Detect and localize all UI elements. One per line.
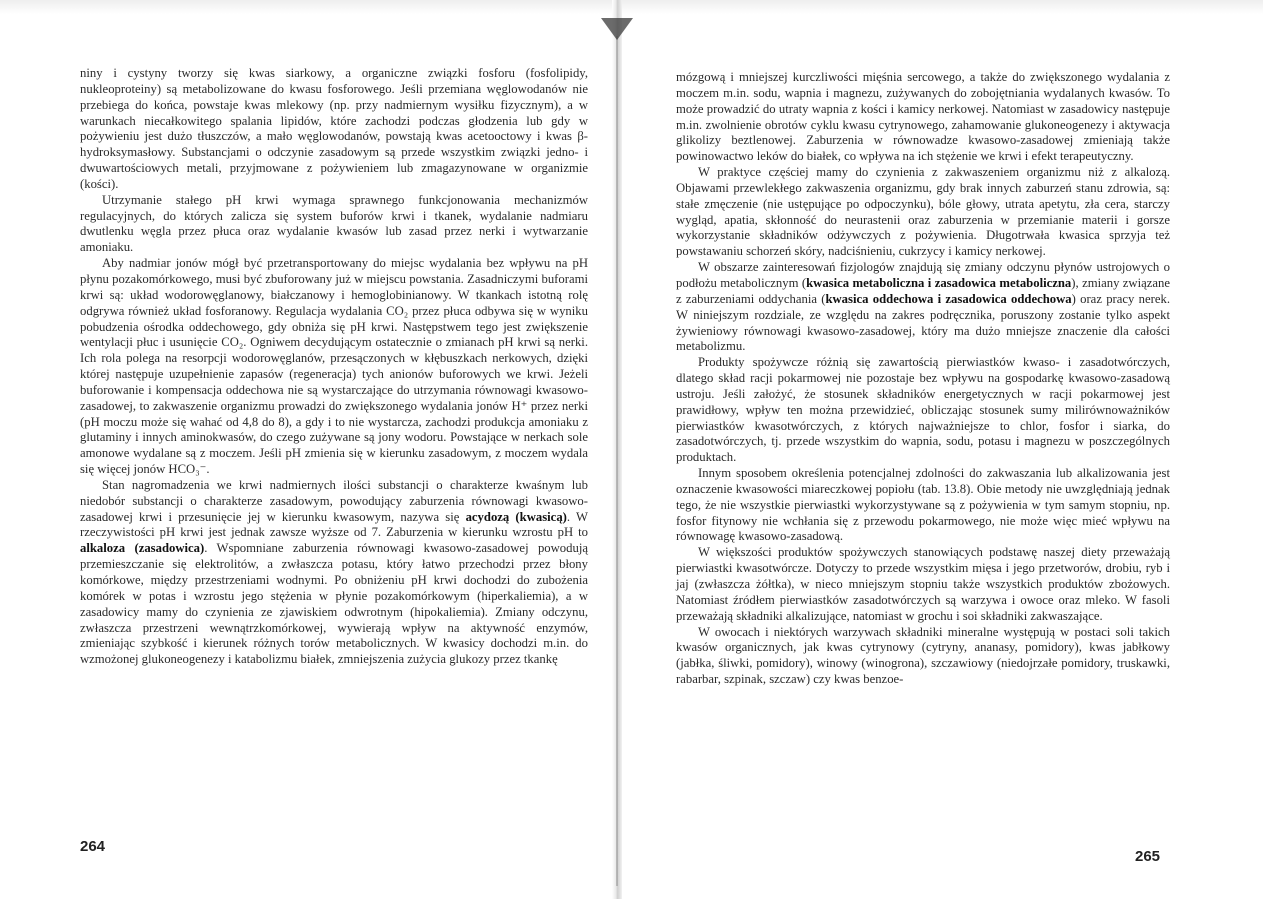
left-page-text <box>80 66 588 668</box>
right-paragraph-3: W obszarze zainteresowań fizjologów znajdują się zmiany odczynu płynów ustrojowych o podłożu metabolicznym (kwasica metaboliczna i zasadowica metaboliczna), zmiany związane z zaburzeniami oddychania (kwasica oddechowa i zasadowica oddechowa) oraz pracy nerek. W niniejszym rozdziale, ze względu na zakres podręcznika, poruszony zostanie tylko aspekt żywieniowy równowagi kwasowo-zasadowej, który ma dużo mniejsze znaczenie dla całości metabolizmu. <box>676 260 1170 354</box>
left-paragraph-4: Stan nagromadzenia we krwi nadmiernych ilości substancji o charakterze kwaśnym lub niedobór substancji o charakterze zasadowym, powodujący zaburzenia równowagi kwasowo-zasadowej krwi i przesunięcie jej w kierunku kwasowym, nazywa się acydozą (kwasicą). W rzeczywistości pH krwi jest jednak zawsze wyższe od 7. Zaburzenia w kierunku wzrostu pH to alkaloza (zasadowica). Wspomniane zaburzenia równowagi kwasowo-zasadowej powodują przemieszczanie się elektrolitów, a zwłaszcza potasu, który łatwo przechodzi przez błony komórkowe, między przestrzeniami wodnymi. Po obniżeniu pH krwi dochodzi do zubożenia komórek w potas i wzrostu jego stężenia w płynie pozakomórkowym (hiperkaliemia), a w zasadowicy mamy do czynienia ze zjawiskiem odwrotnym (hipokaliemia). Zmiany odczynu, zwłaszcza przestrzeni wewnątrzkomórkowej, wywierają wpływ na aktywność enzymów, zmieniając szybkość i kierunek różnych torów metabolicznych. W kwasicy dochodzi m.in. do wzmożonej glukoneogenezy i katabolizmu białek, zmniejszenia zużycia glukozy przez tkankę <box>80 477 588 667</box>
right-page-number: 265 <box>1135 848 1161 865</box>
right-paragraph-4: Produkty spożywcze różnią się zawartością pierwiastków kwaso- i zasadotwórczych, dlatego skład racji pokarmowej nie pozostaje bez wpływu na gospodarkę kwasowo-zasadową ustroju. Jeśli założyć, że stosunek składników energetycznych w racji pokarmowej jest prawidłowy, wpływ ten można przewidzieć, obliczając stosunek sumy milirównoważników pierwiastków kwasotwórczych, z których najważniejsze to chlor, fosfor i siarka, do zasadotwórczych, tj. przede wszystkim do wapnia, sodu, potasu i magnezu w poszczególnych produktach. <box>676 355 1170 465</box>
left-paragraph-2: Utrzymanie stałego pH krwi wymaga sprawnego funkcjonowania mechanizmów regulacyjnych, do których zalicza się system buforów krwi i tkanek, wydalanie nadmiaru dwutlenku węgla przez płuca oraz wydalanie kwasów lub zasad przez nerki i wytwarzanie amoniaku. <box>80 192 588 255</box>
binding-mark <box>601 18 633 40</box>
right-page-text <box>676 70 1170 688</box>
left-paragraph-1: niny i cystyny tworzy się kwas siarkowy, a organiczne związki fosforu (fosfolipidy, nukleoproteiny) są metabolizowane do kwasu fosforowego. Jeśli przemiana węglowodanów nie przebiega do końca, powstaje kwas mlekowy (np. przy nadmiernym wysiłku fizycznym), a w warunkach niecałkowitego spalania lipidów, które zachodzi podczas głodzenia lub gdy w pożywieniu jest dużo tłuszczów, a mało węglowodanów, powstają kwas acetooctowy i kwas β-hydroksymasłowy. Substancjami o odczynie zasadowym są przede wszystkim związki jedno- i dwuwartościowych metali, przyjmowane z pożywieniem lub zmagazynowane w organizmie (kości). <box>80 66 588 191</box>
right-paragraph-6: W większości produktów spożywczych stanowiących podstawę naszej diety przeważają pierwiastki kwasotwórcze. Dotyczy to przede wszystkim mięsa i jego przetworów, drobiu, ryb i jaj (zwłaszcza żółtka), w nieco mniejszym stopniu także wszystkich produktów zbożowych. Natomiast źródłem pierwiastków zasadotwórczych są warzywa i owoce oraz mleko. W fasoli przeważają składniki alkalizujące, natomiast w grochu i soi składniki zakwaszające. <box>676 545 1170 623</box>
right-paragraph-7: W owocach i niektórych warzywach składniki mineralne występują w postaci soli takich kwasów organicznych, jak kwas cytrynowy (cytryny, ananasy, pomidory), kwas jabłkowy (jabłka, śliwki, pomidory), winowy (winogrona), szczawiowy (niedojrzałe pomidory, truskawki, rabarbar, szpinak, szczaw) czy kwas benzoe- <box>676 624 1170 687</box>
right-paragraph-1: mózgową i mniejszej kurczliwości mięśnia sercowego, a także do zwiększonego wydalania z moczem m.in. sodu, wapnia i magnezu, zużywanych do zobojętniania wydalanych kwasów. To może prowadzić do utraty wapnia z kości i kamicy nerkowej. Natomiast w zasadowicy następuje m.in. zwolnienie obrotów cyklu kwasu cytrynowego, zahamowanie glukoneogenezy i aktywacja glikolizy beztlenowej. Zaburzenia w równowadze kwasowo-zasadowej zmieniają także powinowactwo leków do białek, co wpływa na ich stężenie we krwi i efekt terapeutyczny. <box>676 70 1170 164</box>
right-paragraph-5: Innym sposobem określenia potencjalnej zdolności do zakwaszania lub alkalizowania jest oznaczenie kwasowości miareczkowej popiołu (tab. 13.8). Obie metody nie uwzględniają jednak tego, że nie wszystkie pierwiastki wykorzystywane są z pożywienia w tym samym stopniu, np. fosfor fitynowy nie wchłania się z przewodu pokarmowego, nie może więc mieć wpływu na równowagę kwasowo-zasadową. <box>676 466 1170 544</box>
gutter-shadow <box>616 36 618 886</box>
left-page-number: 264 <box>80 838 106 855</box>
left-paragraph-3: Aby nadmiar jonów mógł być przetransportowany do miejsc wydalania bez wpływu na pH płynu pozakomórkowego, musi być zbuforowany już w miejscu powstania. Zasadniczymi buforami krwi są: układ wodorowęglanowy, białczanowy i hemoglobinianowy. W tkankach istotną rolę odgrywa również układ fosforanowy. Regulacja wydalania CO₂ przez płuca odbywa się w wyniku pobudzenia ośrodka oddechowego, gdy obniża się pH krwi. Następstwem tego jest zwiększenie wentylacji płuc i usunięcie CO₂. Ogniwem decydującym ostatecznie o zmianach pH krwi są nerki. Ich rola polega na resorpcji wodorowęglanów, przesączonych w kłębuszkach nerkowych, dzięki której następuje uzupełnienie zapasów (regeneracja) tych anionów buforowych we krwi. Jeżeli buforowanie i kompensacja oddechowa nie są wystarczające do utrzymania równowagi kwasowo-zasadowej, to zakwaszenie organizmu prowadzi do zwiększonego wydalania jonów H⁺ przez nerki (pH moczu może się wahać od 4,8 do 8), a gdy i to nie wystarcza, zachodzi produkcja amoniaku z glutaminy i innych aminokwasów, do czego zużywane są jony wodoru. Powstające w nerkach sole amonowe wydalane są z moczem. Jeśli pH zmienia się w kierunku zasadowym, z moczem wydala się więcej jonów HCO₃⁻. <box>80 256 588 477</box>
right-paragraph-2: W praktyce częściej mamy do czynienia z zakwaszeniem organizmu niż z alkalozą. Objawami przewlekłego zakwaszenia organizmu, gdy brak innych zaburzeń stanu zdrowia, są: stałe zmęczenie (nie ustępujące po odpoczynku), bóle głowy, utrata apetytu, zła cera, starczy wygląd, apatia, skłonność do neurastenii oraz zaburzenia w przemianie materii i gorsze wykorzystanie składników odżywczych z pożywienia. Długotrwała kwasica sprzyja też powstawaniu schorzeń skóry, nadciśnieniu, cukrzycy i kamicy nerkowej. <box>676 165 1170 259</box>
scan-edge <box>0 0 1263 14</box>
